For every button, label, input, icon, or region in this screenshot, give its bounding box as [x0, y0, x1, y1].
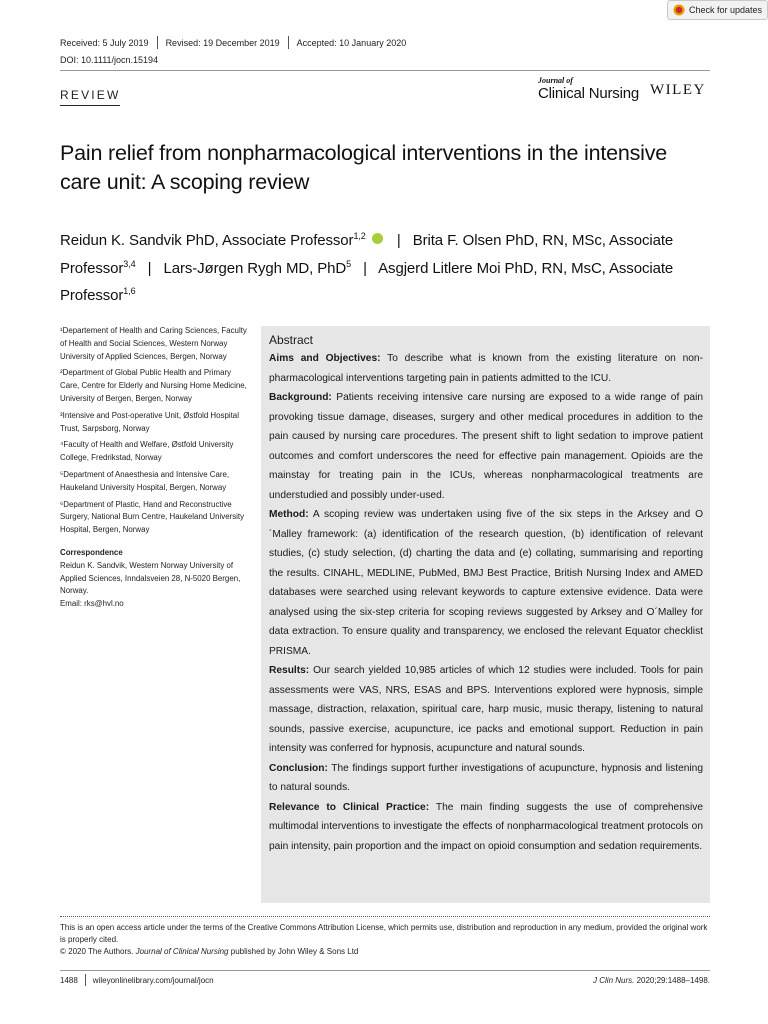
author-separator: | [396, 232, 401, 249]
doi[interactable]: DOI: 10.1111/jocn.15194 [60, 55, 159, 65]
correspondence-heading: Correspondence [60, 547, 123, 557]
journal-logo-prefix: Journal of [538, 76, 573, 85]
page-number: 1488 [60, 975, 78, 985]
author-separator: | [147, 259, 152, 277]
abstract-section [269, 798, 703, 857]
copyright-prefix: © 2020 The Authors. [60, 947, 136, 956]
abstract-section-text: The findings support further investigations of acupuncture, hypnosis and listening to natural sounds. [269, 762, 703, 793]
author-affiliation-marks: 5 [346, 258, 352, 269]
abstract-section [269, 349, 703, 388]
check-for-updates-button[interactable] [667, 0, 768, 20]
abstract-section [269, 505, 703, 661]
abstract-section-text: A scoping review was undertaken using five of the six steps in the Arksey and O´Malley framework: (a) identification of the research question, (b) identification of relevant studies, (c) study selection, (d) charting the data and (e) collating, summarising and reporting the results. CINAHL, MEDLINE, PubMed, BMJ Best Practice, British Nursing Index and AMED databases were searched using relevant keywords to capture extensive evidence. Data were analysed using the six-step criteria for scoping reviews suggested by Arksey and O´Malley for data extraction. To ensure quality and transparency, we enclosed the relevant Equator checklist PRISMA. [269, 509, 703, 657]
abstract-section-text: Patients receiving intensive care nursing are exposed to a wide range of pain provoking tissue damage, diseases, surgery and other medical procedures in addition to the pain caused by nursing care procedures. The present shift to light sedation to improve patient outcomes and comfort underscores the need for effective pain management. Opioids are the mainstay for treating pain in the ICUs, whereas nonpharmacological treatments are understudied and possibly under-used. [269, 392, 703, 501]
abstract-section-label: Method: [269, 509, 309, 520]
header-rule [60, 70, 710, 71]
abstract-section [269, 759, 703, 798]
author-separator: | [363, 259, 367, 277]
section-underline [60, 105, 120, 106]
abstract-heading: Abstract [269, 333, 314, 347]
license-rule [60, 916, 710, 917]
section-label: REVIEW [60, 88, 121, 102]
correspondence-address: Reidun K. Sandvik, Western Norway University of Applied Sciences, Inndalsveien 28, N-5020 Bergen, Norway. [60, 560, 241, 596]
author-name: Lars-Jørgen Rygh MD, PhD [163, 259, 347, 277]
accepted-date: Accepted: 10 January 2020 [296, 37, 407, 48]
abstract-section-text: Our search yielded 10,985 articles of which 12 studies were included. Tools for pain assessments were VAS, NRS, ESAS and BPS. Interventions explored were hypnosis, simple massage, distraction, relaxation, spiritual care, harp music, music therapy, listening to natural sounds, passive exercise, acupuncture, ice packs and emotional support. Reduction in pain intensity was conferred for hypnosis, acupuncture and natural sounds. [269, 665, 703, 754]
abstract-section-label: Relevance to Clinical Practice: [269, 801, 430, 813]
abstract-section-label: Results: [269, 665, 310, 676]
divider [157, 36, 158, 49]
citation-journal: J Clin Nurs. [593, 975, 635, 985]
article-dates [60, 36, 406, 49]
copyright-line [60, 946, 710, 958]
page-footer [60, 974, 710, 986]
article-title: Pain relief from nonpharmacological interventions in the intensive care unit: A scoping review [60, 141, 668, 194]
abstract-box [261, 326, 710, 903]
copyright-suffix: published by John Wiley & Sons Ltd [228, 947, 359, 956]
author-affiliation-marks: 1,2 [353, 231, 366, 241]
orcid-icon[interactable] [372, 233, 383, 244]
affiliation: ⁴Faculty of Health and Welfare, Østfold University College, Fredrikstad, Norway [60, 440, 234, 463]
journal-logo-name: Clinical Nursing [538, 85, 640, 102]
license-notice [60, 922, 710, 958]
received-date: Received: 5 July 2019 [60, 37, 149, 48]
affiliation: ⁶Department of Plastic, Hand and Reconstructive Surgery, National Burn Centre, Haukeland University Hospital, Bergen, Norway [60, 499, 245, 535]
license-text: This is an open access article under the terms of the Creative Commons Attribution License, which permits use, distribution and reproduction in any medium, provided the original work is properly cited. [60, 923, 708, 944]
citation [593, 976, 710, 985]
abstract-section [269, 388, 703, 505]
abstract-section-label: Aims and Objectives: [269, 353, 381, 364]
copyright-journal: Journal of Clinical Nursing [135, 947, 229, 956]
revised-date: Revised: 19 December 2019 [165, 37, 280, 48]
correspondence-email[interactable]: Email: rks@hvl.no [60, 599, 124, 609]
author-affiliation-marks: 3,4 [123, 258, 136, 269]
affiliation: ¹Departement of Health and Caring Sciences, Faculty of Health and Social Sciences, Western Norway University of Applied Sciences, Bergen, Norway [60, 326, 247, 361]
author-affiliation-marks: 1,6 [123, 286, 136, 296]
author-name: Asgjerd Litlere Moi PhD, RN, MsC, Associate Professor [60, 259, 674, 304]
divider [288, 36, 289, 49]
author-name: Brita F. Olsen PhD, RN, MSc, Associate Professor [60, 232, 674, 277]
author-list [60, 225, 710, 308]
affiliations-column [60, 325, 248, 611]
journal-url[interactable]: wileyonlinelibrary.com/journal/jocn [92, 975, 214, 985]
footer-rule [60, 970, 710, 971]
check-for-updates-label: Check for updates [689, 5, 763, 15]
citation-details: 2020;29:1488–1498. [634, 975, 710, 985]
publisher-logo: WILEY [650, 82, 706, 98]
abstract-section-label: Background: [269, 392, 332, 403]
affiliation: ²Department of Global Public Health and Primary Care, Centre for Elderly and Nursing Home Medicine, University of Bergen, Bergen, Norway [60, 368, 247, 403]
crossmark-icon [673, 4, 685, 16]
affiliation: ⁵Department of Anaesthesia and Intensive Care, Haukeland University Hospital, Bergen, Norway [60, 469, 230, 492]
abstract-section-text: The main finding suggests the use of comprehensive multimodal interventions to investigate the effects of nonpharmacological treatment protocols on pain intensity, pain proportion and the impact on opioid consumption and sedation requirements. [269, 801, 703, 852]
abstract-section [269, 661, 703, 759]
divider [85, 974, 86, 986]
author-name: Reidun K. Sandvik PhD, Associate Professor [60, 232, 354, 249]
affiliation: ³Intensive and Post-operative Unit, Østfold Hospital Trust, Sarpsborg, Norway [60, 410, 239, 433]
abstract-section-text: To describe what is known from the existing literature on non-pharmacological interventions targeting pain in patients admitted to the ICU. [269, 353, 703, 384]
abstract-section-label: Conclusion: [269, 762, 328, 774]
